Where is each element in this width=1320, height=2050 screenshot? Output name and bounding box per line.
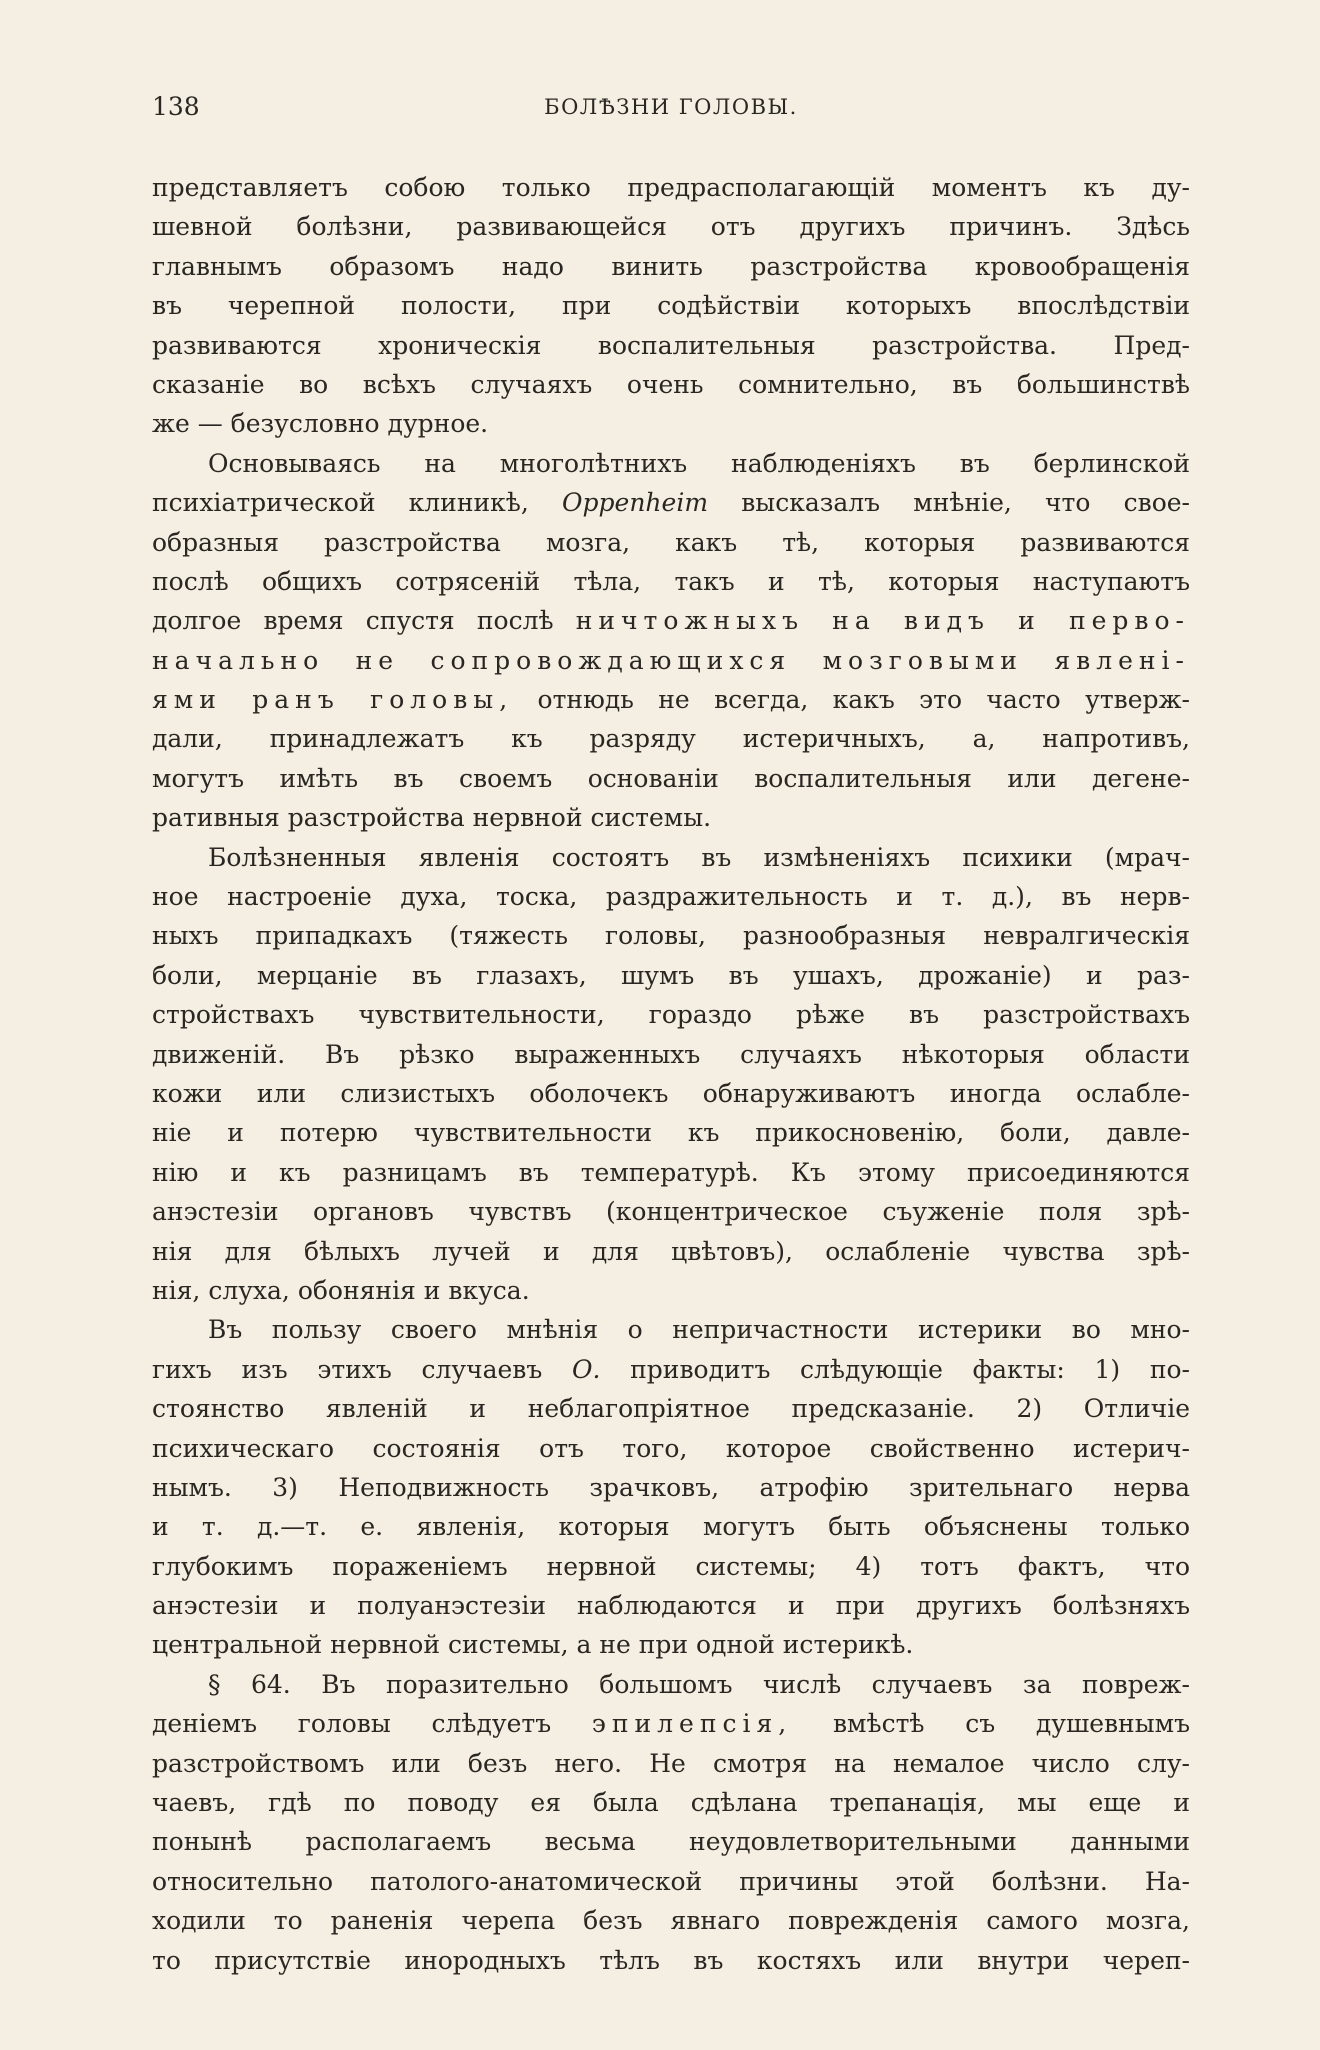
text-line: разстройствомъ или безъ него. Не смотря на немалое число слу- <box>152 1748 1190 1778</box>
spaced-emphasis: начально не сопровождающихся мозговыми явлені- <box>152 645 1190 675</box>
text-line: шевной болѣзни, развивающейся отъ другихъ причинъ. Здѣсь <box>152 212 1190 242</box>
text-line <box>152 641 1190 680</box>
text-line: центральной нервной системы, а не при одной истерикѣ. <box>152 1630 914 1660</box>
text-line: главнымъ образомъ надо винить разстройства кровообращенія <box>152 251 1190 281</box>
text-line <box>152 444 1190 483</box>
text-span: деніемъ головы слѣдуетъ <box>152 1709 552 1739</box>
text-span: Основываясь на многолѣтнихъ наблюденіяхъ въ берлинской <box>208 448 1190 478</box>
text-span: приводитъ слѣдующіе факты: 1) по- <box>630 1354 1190 1384</box>
text-line: нію и къ разницамъ въ температурѣ. Къ этому присоединяются <box>152 1157 1190 1187</box>
text-line <box>152 483 1190 522</box>
spaced-emphasis: ничтожныхъ на видъ и перво- <box>575 606 1190 636</box>
text-line <box>152 1704 1190 1743</box>
author-initial: О. <box>571 1354 601 1384</box>
text-line: нымъ. 3) Неподвижность зрачковъ, атрофію зрительнаго нерва <box>152 1472 1190 1502</box>
text-line: кожи или слизистыхъ оболочекъ обнаруживаютъ иногда ослабле- <box>152 1078 1190 1108</box>
text-line: образныя разстройства мозга, какъ тѣ, которыя развиваются <box>152 527 1190 557</box>
body-text <box>152 168 1190 1980</box>
text-line: сказаніе во всѣхъ случаяхъ очень сомнительно, въ большинствѣ <box>152 369 1190 399</box>
section-64-start: § 64. Въ поразительно большомъ числѣ случаевъ за повреж- <box>208 1669 1190 1699</box>
text-line <box>152 601 1190 640</box>
running-head <box>152 92 1190 132</box>
text-line: анэстезіи органовъ чувствъ (концентрическое съуженіе поля зрѣ- <box>152 1197 1190 1227</box>
text-line: ходили то раненія черепа безъ явнаго поврежденія самого мозга, <box>152 1906 1190 1936</box>
text-line: въ черепной полости, при содѣйствіи которыхъ впослѣдствіи <box>152 291 1190 321</box>
text-line: стройствахъ чувствительности, гораздо рѣже въ разстройствахъ <box>152 1000 1190 1030</box>
text-line: послѣ общихъ сотрясеній тѣла, такъ и тѣ, которыя наступаютъ <box>152 566 1190 596</box>
text-span: Въ пользу своего мнѣнія о непричастности истерики во мно- <box>208 1315 1190 1345</box>
text-line: глубокимъ пораженіемъ нервной системы; 4) тотъ фактъ, что <box>152 1551 1190 1581</box>
text-line: представляетъ собою только предрасполагающій моментъ къ ду- <box>152 173 1190 202</box>
text-span: отнюдь не всегда, какъ это часто утверж- <box>537 685 1190 715</box>
text-line: же — безусловно дурное. <box>152 409 489 439</box>
text-line: то присутствіе инородныхъ тѣлъ въ костяхъ или внутри череп- <box>152 1945 1190 1975</box>
text-line: дали, принадлежатъ къ разряду истеричныхъ, а, напротивъ, <box>152 724 1190 754</box>
spaced-emphasis: эпилепсія, <box>591 1709 793 1739</box>
text-line: ніе и потерю чувствительности къ прикосновенію, боли, давле- <box>152 1118 1190 1148</box>
text-span: высказалъ мнѣніе, что свое- <box>741 488 1190 518</box>
text-line <box>152 1350 1190 1389</box>
text-line: психическаго состоянія отъ того, которое свойственно истерич- <box>152 1433 1190 1463</box>
text-line <box>152 680 1190 719</box>
text-line <box>152 1665 1190 1704</box>
text-line: чаевъ, гдѣ по поводу ея была сдѣлана трепанація, мы еще и <box>152 1788 1190 1818</box>
text-line: нія для бѣлыхъ лучей и для цвѣтовъ), ослабленіе чувства зрѣ- <box>152 1236 1190 1266</box>
text-line: анэстезіи и полуанэстезіи наблюдаются и при другихъ болѣзняхъ <box>152 1591 1190 1621</box>
text-line: ныхъ припадкахъ (тяжесть головы, разнообразныя невралгическія <box>152 921 1190 951</box>
text-line <box>152 1310 1190 1349</box>
text-span: Болѣзненныя явленія состоятъ въ измѣненіяхъ психики (мрач- <box>208 842 1190 872</box>
text-line: ративныя разстройства нервной системы. <box>152 803 712 833</box>
text-span: психіатрической клиникѣ, <box>152 488 529 518</box>
text-span: гихъ изъ этихъ случаевъ <box>152 1354 543 1384</box>
text-line: боли, мерцаніе въ глазахъ, шумъ въ ушахъ, дрожаніе) и раз- <box>152 960 1190 990</box>
text-line: относительно патолого-анатомической причины этой болѣзни. На- <box>152 1866 1190 1896</box>
page-number: 138 <box>152 92 200 121</box>
text-span: долгое время спустя послѣ <box>152 606 554 636</box>
text-span: вмѣстѣ съ душевнымъ <box>832 1709 1190 1739</box>
text-line: стоянство явленій и неблагопріятное предсказаніе. 2) Отличіе <box>152 1394 1190 1424</box>
text-line: могутъ имѣть въ своемъ основаніи воспалительныя или дегене- <box>152 763 1190 793</box>
running-title: БОЛѢЗНИ ГОЛОВЫ. <box>544 95 798 119</box>
text-line <box>152 838 1190 877</box>
text-line: и т. д.—т. е. явленія, которыя могутъ быть объяснены только <box>152 1512 1190 1542</box>
text-line: развиваются хроническія воспалительныя разстройства. Пред- <box>152 330 1190 360</box>
spaced-emphasis: ями ранъ головы, <box>152 685 514 715</box>
text-line: понынѣ располагаемъ весьма неудовлетворительными данными <box>152 1827 1190 1857</box>
text-line: нія, слуха, обонянія и вкуса. <box>152 1275 530 1305</box>
text-line: движеній. Въ рѣзко выраженныхъ случаяхъ нѣкоторыя области <box>152 1039 1190 1069</box>
text-line: ное настроеніе духа, тоска, раздражительность и т. д.), въ нерв- <box>152 882 1190 912</box>
author-name: Oppenheim <box>562 488 709 518</box>
